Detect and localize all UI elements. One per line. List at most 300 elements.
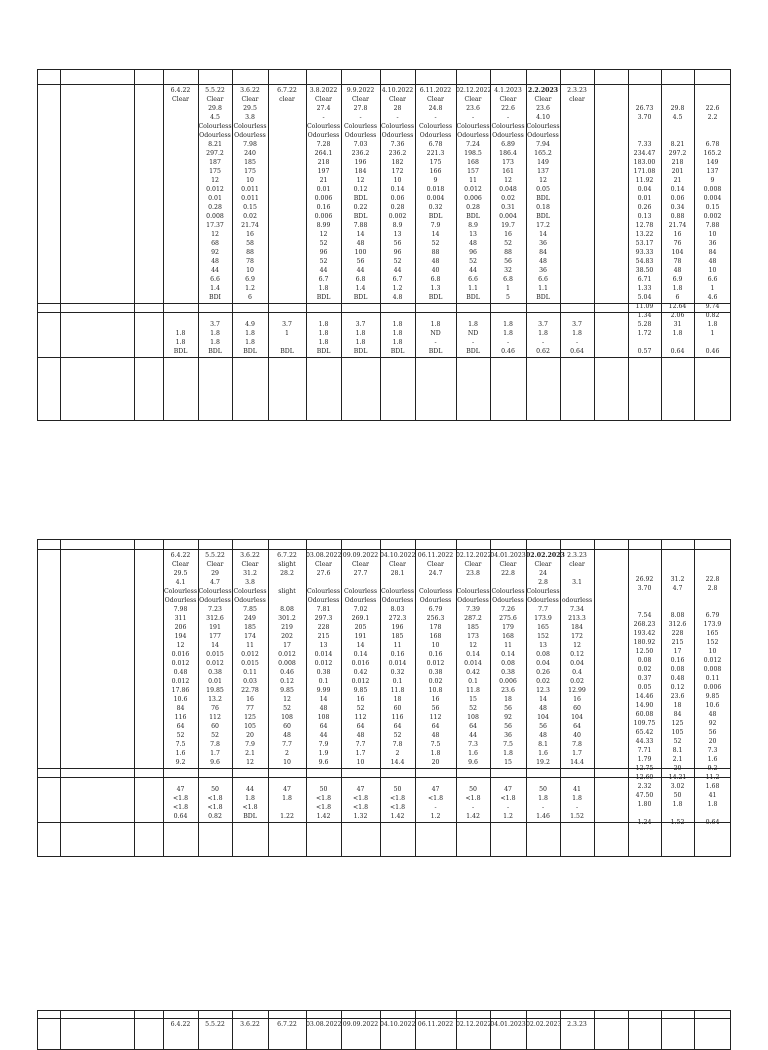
table-cell: 19.2 [536,759,550,766]
table-cell: Odourless [381,132,414,139]
table-cell: 1.4 [210,285,220,292]
summary-cell: 0.26 [637,204,652,211]
table-cell: 92 [504,714,512,721]
table-cell: 116 [391,714,404,721]
table-cell: 7.8 [392,741,403,748]
table-cell: 157 [467,168,479,175]
summary-cell: 78 [673,258,682,265]
summary-cell: 180.92 [633,639,656,646]
table-cell: 0.011 [241,195,259,202]
table-cell: Colourless [198,588,232,595]
table-cell: Colourless [380,123,415,130]
table-cell: Clear [241,96,259,103]
table-cell: 11 [469,177,477,184]
summary-cell: 92 [708,720,717,727]
table-cell: 0.32 [428,204,443,211]
table-cell: 4.7 [210,579,220,586]
table-cell: Colourless [198,123,232,130]
table-cell: 0.016 [351,660,370,667]
column-divider [134,540,135,856]
table-cell: Clear [388,561,407,568]
table-cell: 173 [502,159,514,166]
table-cell: 7.02 [353,606,368,613]
summary-cell: 228 [671,630,684,637]
table-cell: 175 [429,159,442,166]
table-cell: 6.8 [503,276,513,283]
table-cell: - [434,339,437,346]
table-cell: BDL [353,195,368,202]
header-date: 6.4.22 [170,1021,191,1028]
column-divider [268,1011,269,1049]
table-cell: 185 [244,624,256,631]
table-cell: BDL [208,348,222,355]
summary-cell: 10.6 [705,702,720,709]
table-cell: 0.014 [464,660,482,667]
table-cell: 0.03 [243,678,257,685]
summary-cell: 22.8 [705,576,720,583]
summary-cell: 6.71 [637,276,652,283]
table-cell: 10 [283,759,291,766]
summary-cell: 8.08 [670,612,685,619]
summary-cell: 0.11 [705,675,720,682]
summary-cell: 0.12 [670,684,685,691]
table-cell: 182 [391,159,404,166]
table-cell: 27.7 [353,570,368,577]
table-cell: 41 [573,786,581,793]
table-cell: 76 [211,705,219,712]
table-cell: Odourless [492,597,524,604]
summary-cell: 6.9 [672,276,683,283]
table-cell: 1.8 [468,321,478,328]
table-cell: 1.2 [392,285,403,292]
header-date: 6.11.2022 [419,87,452,94]
summary-cell: 0.02 [637,666,652,673]
table-cell: 56 [504,723,512,730]
table-cell: 1.2 [245,285,255,292]
table-cell: 0.008 [206,213,224,220]
table-cell: 112 [354,714,367,721]
table-cell: 16 [356,696,365,703]
table-cell: 269.1 [351,615,370,622]
table-cell: 47 [356,786,365,793]
table-cell: 240 [244,150,256,157]
table-cell: 7.36 [390,141,405,148]
table-cell: 191 [354,633,367,640]
table-cell: 104 [571,714,583,721]
column-divider [594,70,595,420]
summary-cell: 10 [708,231,717,238]
table-cell: 44 [319,732,328,739]
summary-cell: 1.72 [637,330,652,337]
table-cell: 301.2 [278,615,296,622]
table-cell: 221.3 [426,150,445,157]
table-cell: Colourless [343,123,378,130]
table-cell: Colourless [418,123,453,130]
table-cell: 0.16 [428,651,443,658]
table-cell: 14 [356,231,365,238]
table-cell: 165 [537,624,549,631]
table-cell: BDL [536,195,550,202]
table-cell: Colourless [343,588,378,595]
summary-cell: 193.42 [633,630,656,637]
header-date: 02.12.2022 [456,552,492,559]
table-cell: 12 [539,177,547,184]
table-cell: <1.8 [465,795,481,802]
summary-cell: 2.06 [670,312,685,319]
summary-cell: 0.64 [670,348,685,355]
table-cell: 1.8 [318,285,329,292]
table-cell: 19.7 [501,222,515,229]
table-cell: <1.8 [172,804,189,811]
table-cell: Odourless [527,597,559,604]
table-cell: 104 [537,714,549,721]
table-cell: - [575,339,579,346]
table-cell: 17.2 [536,222,550,229]
table-cell: 1.8 [430,321,441,328]
header-date: 4.1.2023 [494,87,522,94]
summary-cell: 9 [710,177,715,184]
table-cell: BDL [536,213,550,220]
table-cell: 8.9 [392,222,403,229]
table-cell: 168 [429,633,442,640]
table-cell: 166 [429,168,442,175]
table-cell: 0.28 [390,204,405,211]
table-cell: 48 [469,240,477,247]
table-cell: 9.99 [316,687,331,694]
table-cell: Clear [351,96,370,103]
table-cell: 0.012 [171,660,190,667]
table-cell: Colourless [418,588,453,595]
column-divider [232,1011,233,1049]
column-divider [198,1011,199,1049]
table-cell: - [541,339,545,346]
table-cell: 56 [356,258,365,265]
table-cell: 3.7 [282,321,292,328]
table-cell: 0.32 [390,669,405,676]
table-cell: <1.8 [389,804,406,811]
table-cell: 0.14 [353,651,368,658]
summary-cell: 201 [671,168,684,175]
table-cell: <1.8 [427,795,444,802]
header-date: 06.11.2022 [417,552,454,559]
table-cell: 60 [211,723,219,730]
table-cell: 172 [571,633,583,640]
table-cell: 10 [393,177,402,184]
table-cell: 48 [356,732,365,739]
table-cell: 1.7 [355,750,366,757]
table-cell: Clear [426,561,445,568]
table-cell: 14.4 [390,759,405,766]
table-cell: 249 [244,615,256,622]
table-cell: 0.014 [314,651,333,658]
summary-cell: 109.75 [633,720,656,727]
table-cell: 0.22 [353,204,368,211]
table-cell: 0.02 [501,195,515,202]
row-divider [38,357,730,358]
summary-cell: 6.78 [705,141,720,148]
table-cell: 264.1 [314,150,333,157]
table-cell: 0.46 [280,669,294,676]
table-cell: 16 [246,696,254,703]
column-divider [456,1011,457,1049]
table-cell: Clear [534,561,552,568]
table-cell: 29.5 [173,570,188,577]
table-cell: 1 [285,330,289,337]
table-cell: BDL [353,294,368,301]
table-cell: 7.23 [208,606,222,613]
summary-cell: 3.70 [637,585,652,592]
table-cell: 17 [283,642,291,649]
table-cell: 108 [281,714,293,721]
table-cell: 48 [319,705,328,712]
table-cell: 0.11 [243,669,257,676]
header-date: 5.5.22 [205,87,225,94]
table-cell: 7.98 [173,606,188,613]
table-cell: 10 [246,177,254,184]
table-cell: Clear [464,561,482,568]
summary-cell: 52 [673,738,682,745]
table-cell: 0.012 [206,660,224,667]
table-cell: 52 [319,258,328,265]
table-cell: 50 [319,786,328,793]
header-divider [38,549,730,550]
table-cell: <1.8 [207,795,223,802]
table-cell: 7.39 [466,606,480,613]
table-cell: 6.8 [355,276,366,283]
table-cell: 3.7 [210,321,220,328]
column-divider [560,1011,561,1049]
table-cell: 2 [395,750,400,757]
table-cell: 56 [539,723,547,730]
table-cell: 4.10 [536,114,550,121]
table-cell: 9.85 [353,687,368,694]
table-cell: 0.06 [390,195,405,202]
table-cell: 12 [356,177,365,184]
table-cell: 7.5 [503,741,513,748]
table-cell: Clear [351,561,370,568]
summary-cell: 14.46 [635,693,654,700]
table-cell: clear [569,96,585,103]
summary-cell: 7.33 [637,141,652,148]
table-cell: 0.012 [241,651,259,658]
summary-cell: 65.42 [635,729,654,736]
table-cell: 311 [174,615,187,622]
table-cell: 11.8 [466,687,480,694]
table-cell: clear [569,561,585,568]
summary-cell: 7.3 [707,747,718,754]
summary-cell: 1.8 [672,285,683,292]
table-cell: 275.6 [499,615,517,622]
table-cell: 0.004 [426,195,445,202]
table-cell: 84 [176,705,185,712]
column-divider [60,70,61,420]
summary-cell: 12.60 [635,774,654,781]
table-cell: - [506,114,510,121]
table-cell: BDL [466,213,480,220]
table-cell: - [434,804,437,811]
summary-cell: 218 [671,159,684,166]
summary-cell: 1.8 [672,330,683,337]
table-cell: 22.8 [501,570,515,577]
summary-cell: 47.50 [635,792,654,799]
header-date: 2.3.23 [567,87,587,94]
summary-cell: 18 [673,702,682,709]
table-cell: 52 [469,705,477,712]
table-cell: 202 [281,633,293,640]
table-cell: - [396,114,399,121]
table-cell: 175 [244,168,256,175]
summary-cell: 8.21 [670,141,685,148]
table-cell: 0.012 [351,678,370,685]
table-cell: 48 [431,732,440,739]
table-cell: 52 [469,258,477,265]
summary-cell: 20 [673,765,682,772]
summary-cell: 0.48 [670,675,685,682]
summary-cell: 3.02 [670,783,685,790]
table-cell: 23.6 [536,105,550,112]
table-cell: 64 [176,723,185,730]
table-cell: 6 [248,294,252,301]
table-cell: 16 [573,696,581,703]
table-cell: 52 [431,240,440,247]
table-cell: 0.42 [466,669,480,676]
summary-cell: 0.008 [703,186,722,193]
summary-cell: 4.7 [672,585,683,592]
table-cell: 44 [469,732,477,739]
table-cell: 125 [244,714,256,721]
summary-cell: 31 [673,321,682,328]
table-cell: 0.004 [499,213,517,220]
summary-cell: 2.8 [707,585,718,592]
summary-cell: 38.50 [635,267,654,274]
table-cell: <1.8 [352,804,369,811]
table-cell: 0.4 [572,669,582,676]
table-cell: 52 [504,240,512,247]
header-date: 09.09.2022 [342,1021,379,1028]
table-cell: 31.2 [243,570,257,577]
summary-cell: 137 [706,168,719,175]
table-cell: 3.8 [245,579,255,586]
table-cell: 0.018 [426,186,445,193]
table-cell: 47 [283,786,291,793]
table-cell: 29.5 [243,105,257,112]
table-cell: 1.1 [538,285,548,292]
table-cell: 96 [393,249,402,256]
summary-cell: 1.8 [707,801,718,808]
column-divider [163,1011,164,1049]
summary-cell: 84 [673,711,682,718]
water-quality-table-3 [37,1010,731,1050]
summary-cell: 9.74 [705,303,720,310]
table-cell: 78 [246,258,254,265]
table-cell: 179 [502,624,514,631]
column-divider [628,1011,629,1049]
table-cell: 0.12 [570,651,584,658]
table-cell: BDL [466,348,480,355]
table-cell: 22.6 [501,105,515,112]
table-cell: 56 [431,705,440,712]
table-cell: 1.3 [430,285,441,292]
summary-cell: 48 [708,258,717,265]
table-cell: 8.1 [538,741,548,748]
table-cell: 1.1 [468,285,478,292]
summary-cell: 14.21 [668,774,687,781]
table-cell: 312.6 [206,615,224,622]
summary-cell: 0.57 [637,348,652,355]
table-cell: 1.4 [355,285,366,292]
table-cell: 27.6 [316,570,331,577]
table-cell: BDI [209,294,221,301]
table-cell: 52 [211,732,219,739]
table-cell: 14.4 [570,759,584,766]
table-cell: 3.1 [572,579,582,586]
table-cell: 7.3 [468,741,478,748]
table-cell: 14 [319,696,328,703]
table-cell: Odourless [492,132,524,139]
column-divider [134,1011,135,1049]
table-cell: slight [278,561,296,568]
table-cell: 1.8 [503,330,513,337]
column-divider [60,540,61,856]
table-cell: 1.8 [538,795,548,802]
table-cell: 88 [431,249,440,256]
header-date: 03.08.2022 [306,1021,342,1028]
table-cell: 185 [244,159,256,166]
row-divider [38,777,730,778]
table-cell: 1.8 [538,330,548,337]
table-cell: 108 [467,714,479,721]
column-divider [661,1011,662,1049]
summary-cell: 14.90 [635,702,654,709]
table-cell: 16 [431,696,440,703]
table-cell: 24 [539,570,547,577]
table-cell: 24.7 [428,570,443,577]
summary-cell: 1.79 [637,756,652,763]
summary-cell: 1.33 [637,285,652,292]
table-cell: 1.2 [503,813,513,820]
table-cell: 60 [393,705,402,712]
column-divider [268,70,269,420]
summary-cell: 22.6 [705,105,720,112]
summary-cell: 1.8 [707,321,718,328]
table-cell: 1.8 [392,321,403,328]
table-cell: 7.81 [316,606,331,613]
table-cell: 0.38 [428,669,443,676]
table-cell: 17.86 [171,687,190,694]
table-cell: Colourless [163,588,198,595]
summary-cell: 171.08 [633,168,656,175]
table-cell: 6.7 [318,276,329,283]
summary-cell: 12.78 [635,222,654,229]
table-cell: <1.8 [207,804,223,811]
table-cell: 0.02 [243,213,257,220]
table-cell: <1.8 [389,795,406,802]
table-cell: 10.8 [428,687,443,694]
table-cell: 18 [393,696,402,703]
table-cell: 12.99 [568,687,586,694]
table-cell: 44 [246,786,254,793]
summary-cell: 93.33 [635,249,654,256]
table-cell: BDL [243,813,257,820]
table-cell: 1.6 [468,750,478,757]
table-cell: Odourless [234,597,266,604]
table-cell: clear [279,96,295,103]
table-cell: 3.7 [572,321,582,328]
table-cell: 2.8 [538,579,548,586]
table-cell: 6.6 [210,276,220,283]
table-cell: 88 [504,249,512,256]
summary-cell: 4.6 [707,294,718,301]
